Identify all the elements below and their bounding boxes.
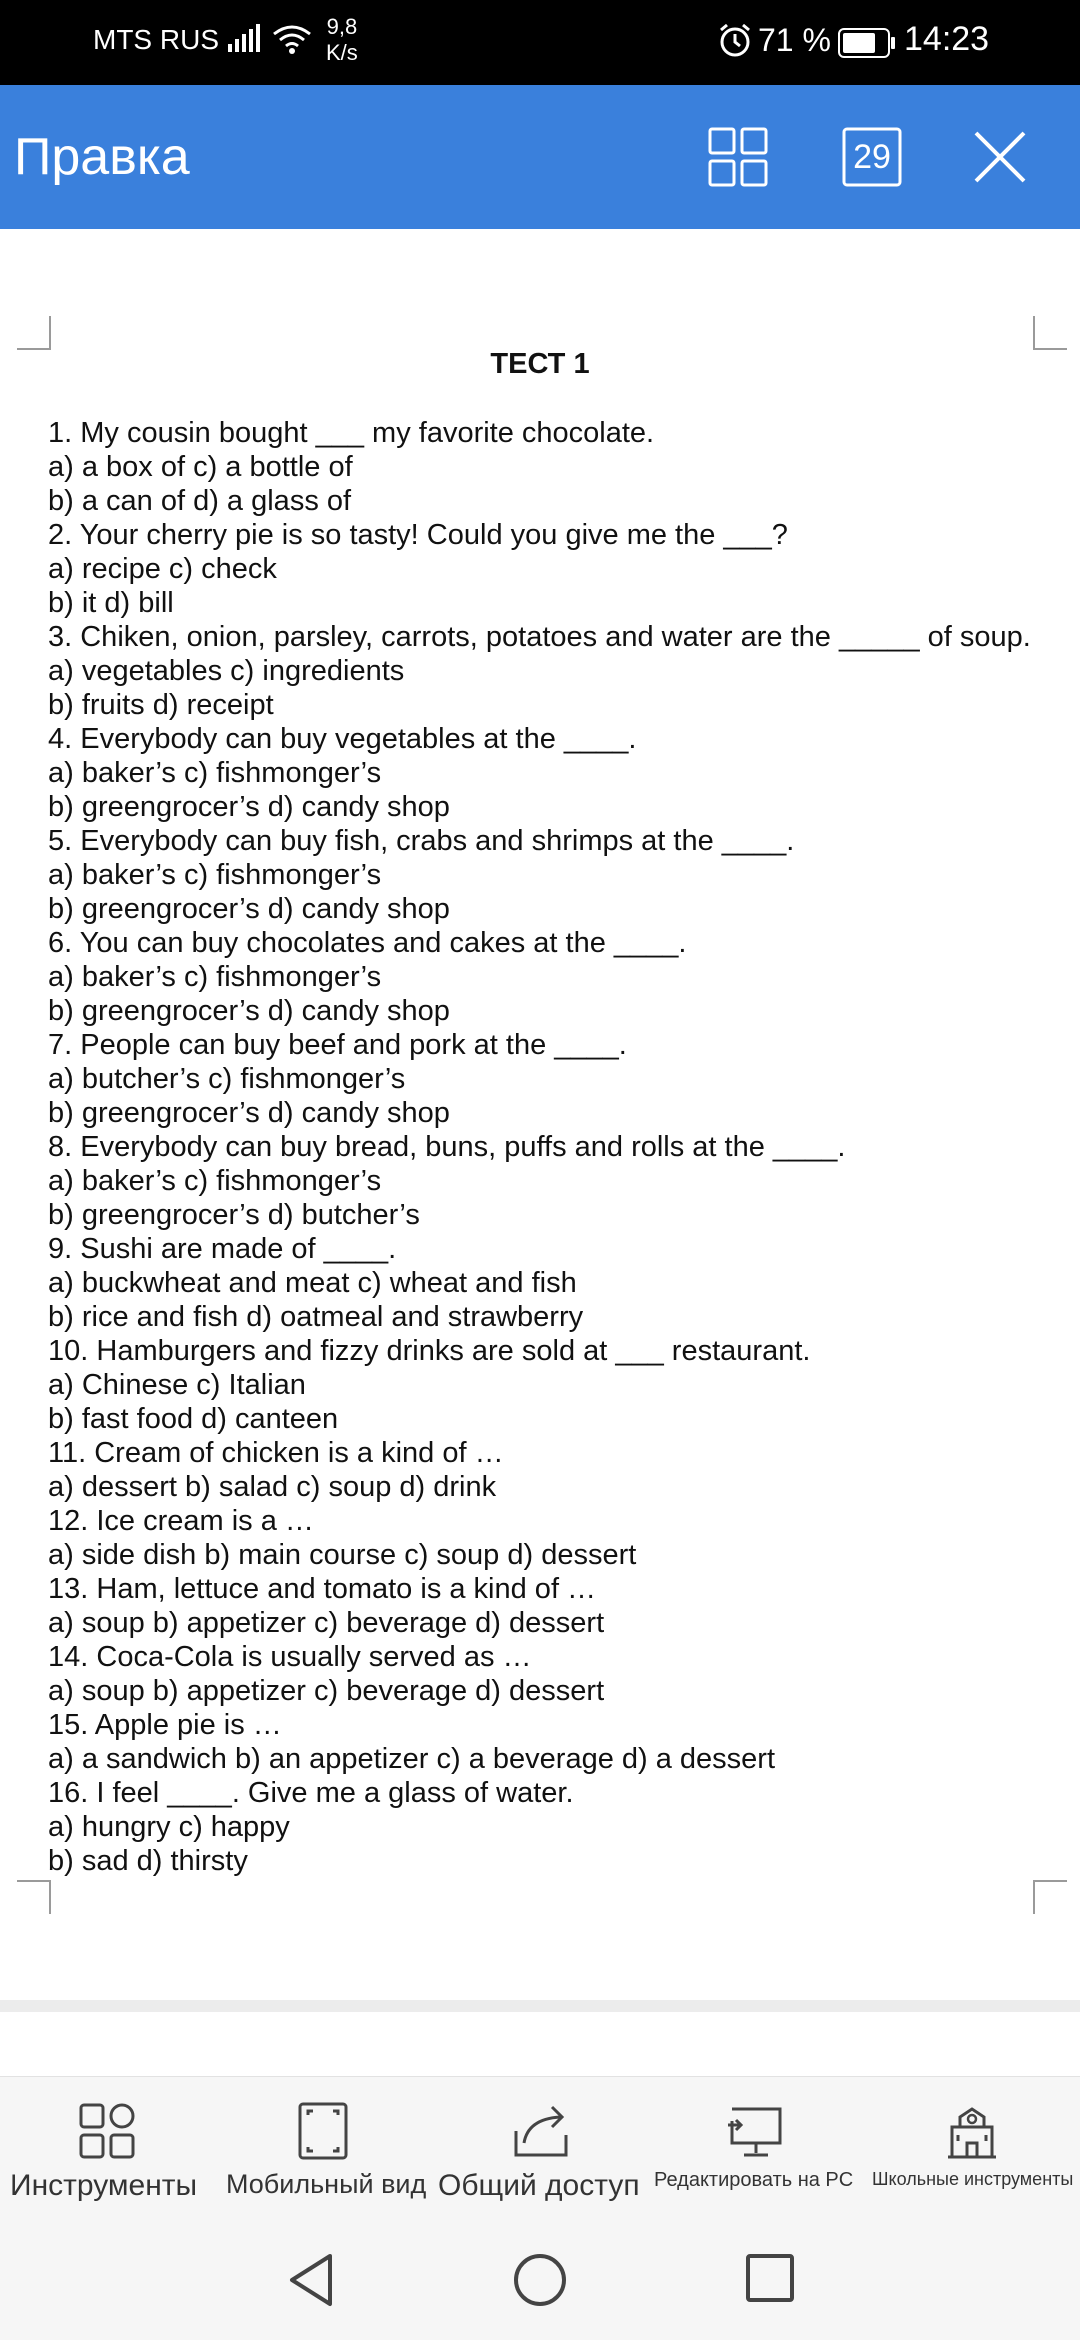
page-corner-mark — [17, 316, 51, 350]
page-corner-mark — [17, 1880, 51, 1914]
share-label: Общий доступ — [438, 2169, 640, 2202]
document-title: ТЕСТ 1 — [490, 348, 590, 380]
document-line: b) sad d) thirsty — [48, 1845, 248, 1877]
school-tools-button[interactable] — [864, 2077, 1080, 2223]
edit-on-pc-button[interactable] — [648, 2077, 864, 2223]
document-line: 5. Everybody can buy fish, crabs and shrimps at the ____. — [48, 825, 795, 857]
status-bar — [0, 0, 1080, 85]
recents-icon[interactable] — [744, 2252, 796, 2304]
document-line: 3. Chiken, onion, parsley, carrots, potatoes and water are the _____ of soup. — [48, 621, 1031, 653]
signal-icon — [228, 24, 262, 57]
document-line: a) buckwheat and meat c) wheat and fish — [48, 1267, 577, 1299]
home-icon[interactable] — [512, 2252, 568, 2308]
bottom-toolbar — [0, 2076, 1080, 2223]
close-icon — [968, 125, 1032, 189]
tools-icon — [77, 2101, 137, 2161]
document-line: 13. Ham, lettuce and tomato is a kind of … — [48, 1573, 597, 1605]
document-line: a) dessert b) salad c) soup d) drink — [48, 1471, 497, 1503]
document-line: a) soup b) appetizer c) beverage d) dessert — [48, 1607, 605, 1639]
document-line: a) vegetables c) ingredients — [48, 655, 405, 687]
document-line: a) Chinese c) Italian — [48, 1369, 306, 1401]
close-button[interactable] — [968, 125, 1032, 189]
document-line: a) baker’s c) fishmonger’s — [48, 961, 382, 993]
document-line: b) greengrocer’s d) candy shop — [48, 893, 450, 925]
document-line: b) greengrocer’s d) butcher’s — [48, 1199, 420, 1231]
system-nav-bar — [0, 2222, 1080, 2340]
document-line: a) baker’s c) fishmonger’s — [48, 757, 382, 789]
mobile-view-button[interactable] — [216, 2077, 432, 2223]
school-icon — [944, 2101, 1000, 2161]
document-line: 8. Everybody can buy bread, buns, puffs and rolls at the ____. — [48, 1131, 846, 1163]
document-line: 9. Sushi are made of ____. — [48, 1233, 397, 1265]
page-title: Правка — [14, 128, 190, 186]
edit-on-pc-label: Редактировать на PC — [654, 2169, 854, 2191]
network-speed: 9,8 K/s — [326, 14, 358, 65]
clock: 14:23 — [904, 20, 990, 58]
school-tools-label: Школьные инструменты — [872, 2169, 1074, 2189]
document-line: a) baker’s c) fishmonger’s — [48, 1165, 382, 1197]
document-line: 16. I feel ____. Give me a glass of water. — [48, 1777, 574, 1809]
back-icon[interactable] — [286, 2252, 336, 2308]
document-line: 4. Everybody can buy vegetables at the ____. — [48, 723, 637, 755]
document-line: b) fruits d) receipt — [48, 689, 274, 721]
document-line: a) soup b) appetizer c) beverage d) dessert — [48, 1675, 605, 1707]
document-line: a) a sandwich b) an appetizer c) a beverage d) a dessert — [48, 1743, 776, 1775]
document-body — [48, 416, 1058, 1878]
battery-icon — [838, 28, 896, 63]
document-line: 1. My cousin bought ___ my favorite chocolate. — [48, 417, 655, 449]
document-line: a) baker’s c) fishmonger’s — [48, 859, 382, 891]
page-count: 29 — [853, 138, 891, 176]
document-line: b) it d) bill — [48, 587, 174, 619]
document-line: 6. You can buy chocolates and cakes at the ____. — [48, 927, 687, 959]
document-line: 2. Your cherry pie is so tasty! Could you give me the ___? — [48, 519, 788, 551]
document-line: 11. Cream of chicken is a kind of … — [48, 1437, 504, 1469]
document-line: a) a box of c) a bottle of — [48, 451, 353, 483]
document-line: b) greengrocer’s d) candy shop — [48, 995, 450, 1027]
document-line: a) butcher’s c) fishmonger’s — [48, 1063, 406, 1095]
share-icon — [510, 2101, 572, 2161]
document-line: 15. Apple pie is … — [48, 1709, 282, 1741]
document-line: a) recipe c) check — [48, 553, 277, 585]
wifi-icon — [272, 24, 312, 59]
carrier-name: MTS RUS — [93, 24, 219, 55]
mobile-view-label: Мобильный вид — [226, 2169, 427, 2199]
tools-button[interactable] — [0, 2077, 216, 2223]
grid-view-button[interactable] — [706, 125, 770, 189]
app-header — [0, 85, 1080, 229]
document-line: b) a can of d) a glass of — [48, 485, 352, 517]
document-line: b) greengrocer’s d) candy shop — [48, 1097, 450, 1129]
page-corner-mark — [1033, 1880, 1067, 1914]
document-line: b) rice and fish d) oatmeal and strawberry — [48, 1301, 584, 1333]
tools-label: Инструменты — [10, 2169, 198, 2202]
divider — [0, 2000, 1080, 2012]
page-corner-mark — [1033, 316, 1067, 350]
page-count-button[interactable] — [840, 125, 904, 189]
grid-icon — [706, 125, 770, 189]
document-line: 10. Hamburgers and fizzy drinks are sold at ___ restaurant. — [48, 1335, 811, 1367]
share-button[interactable] — [432, 2077, 648, 2223]
document-line: a) side dish b) main course c) soup d) dessert — [48, 1539, 637, 1571]
desktop-icon — [726, 2101, 786, 2161]
alarm-icon — [718, 24, 752, 63]
document-line: b) fast food d) canteen — [48, 1403, 339, 1435]
battery-percent: 71 % — [758, 22, 831, 58]
document-line: 7. People can buy beef and pork at the ____. — [48, 1029, 627, 1061]
document-line: a) hungry c) happy — [48, 1811, 290, 1843]
document-line: b) greengrocer’s d) candy shop — [48, 791, 450, 823]
mobile-view-icon — [296, 2101, 350, 2161]
document-line: 12. Ice cream is a … — [48, 1505, 314, 1537]
document-line: 14. Coca-Cola is usually served as … — [48, 1641, 532, 1673]
